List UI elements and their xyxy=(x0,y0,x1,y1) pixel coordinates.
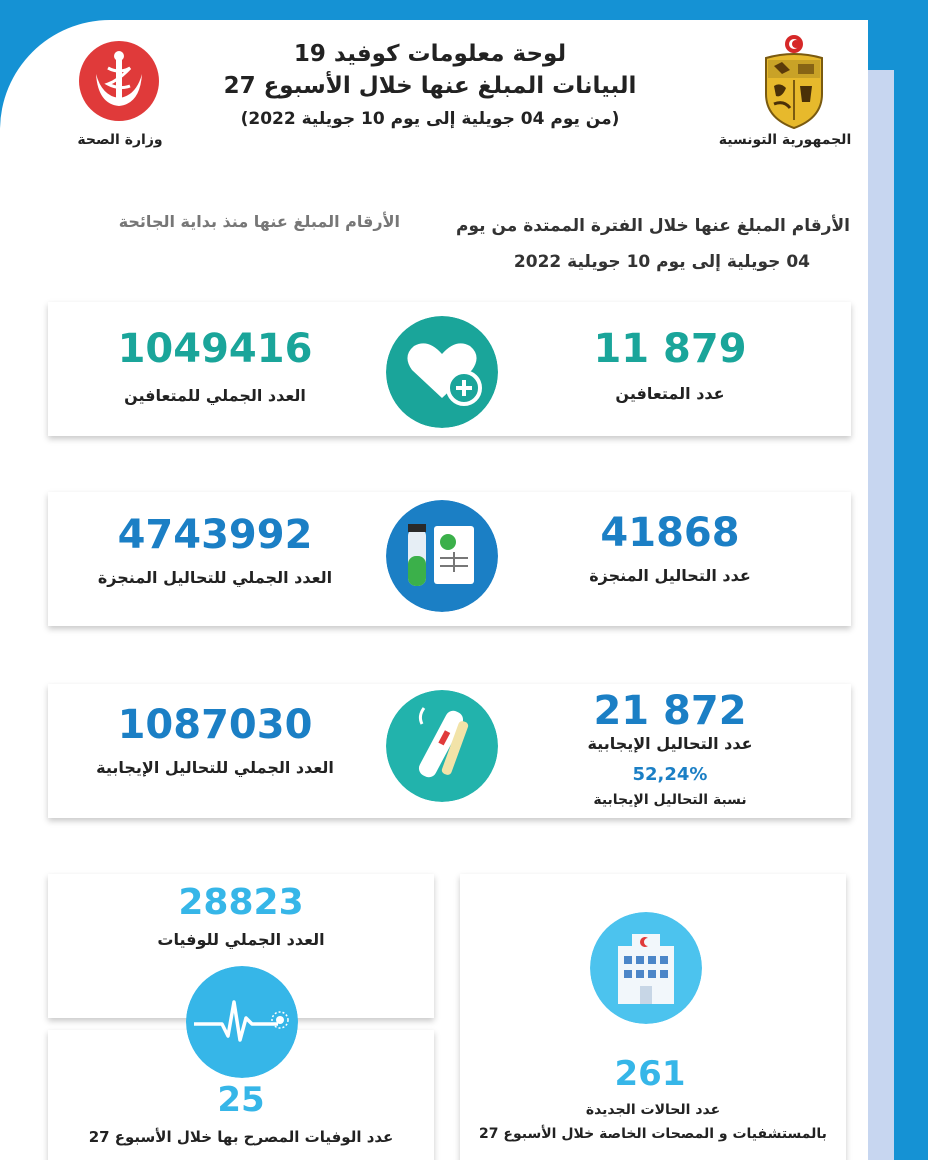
hospital-icon xyxy=(590,912,702,1024)
hospital-value: 261 xyxy=(614,1054,686,1094)
page-subtitle: البيانات المبلغ عنها خلال الأسبوع 27 xyxy=(223,73,637,99)
tests-total-label: العدد الجملي للتحاليل المنجزة xyxy=(97,568,333,587)
recovered-weekly-value: 11 879 xyxy=(593,326,747,372)
page-title: لوحة معلومات كوفيد 19 xyxy=(293,41,567,67)
date-range: (من يوم 04 جويلية إلى يوم 10 جويلية 2022) xyxy=(240,109,620,129)
heart-plus-icon xyxy=(386,316,498,428)
weekly-period-line2: 04 جويلية إلى يوم 10 جويلية 2022 xyxy=(513,252,810,272)
recovered-weekly-label: عدد المتعافين xyxy=(615,384,725,403)
deaths-weekly-label: عدد الوفيات المصرح بها خلال الأسبوع 27 xyxy=(88,1128,394,1146)
recovered-total-label: العدد الجملي للمتعافين xyxy=(124,386,306,405)
positives-total-label: العدد الجملي للتحاليل الإيجابية xyxy=(96,758,334,777)
tunisia-emblem-icon xyxy=(752,32,836,132)
deaths-total-value: 28823 xyxy=(178,882,304,923)
side-strip xyxy=(868,70,894,1160)
hospital-label-line2: بالمستشفيات و المصحات الخاصة خلال الأسبوع 27 xyxy=(479,1126,827,1142)
positives-weekly-value: 21 872 xyxy=(593,688,747,734)
weekly-period-line1: الأرقام المبلغ عنها خلال الفترة الممتدة من يوم xyxy=(456,216,850,236)
weekly-period-heading xyxy=(440,208,850,280)
test-tube-report-icon xyxy=(386,500,498,612)
positives-weekly-label: عدد التحاليل الإيجابية xyxy=(587,734,753,753)
deaths-total-label: العدد الجملي للوفيات xyxy=(157,930,325,949)
hospital-label-line1: عدد الحالات الجديدة xyxy=(585,1102,721,1118)
since-start-heading: الأرقام المبلغ عنها منذ بداية الجائحة xyxy=(118,212,400,231)
rapid-test-icon xyxy=(386,690,498,802)
tests-total-value: 4743992 xyxy=(117,512,313,558)
republic-caption: الجمهورية التونسية xyxy=(718,132,852,148)
deaths-weekly-value: 25 xyxy=(217,1080,265,1120)
positives-total-value: 1087030 xyxy=(117,702,313,748)
positive-rate-label: نسبة التحاليل الإيجابية xyxy=(593,792,747,808)
ministry-of-health-logo-icon xyxy=(78,40,160,122)
positive-rate-value: 52,24% xyxy=(632,764,708,785)
header-title-block xyxy=(180,38,680,134)
ministry-caption: وزارة الصحة xyxy=(77,132,163,148)
heartbeat-line-icon xyxy=(186,966,298,1078)
tests-weekly-label: عدد التحاليل المنجزة xyxy=(589,566,751,585)
tests-weekly-value: 41868 xyxy=(600,510,740,556)
recovered-total-value: 1049416 xyxy=(117,326,313,372)
